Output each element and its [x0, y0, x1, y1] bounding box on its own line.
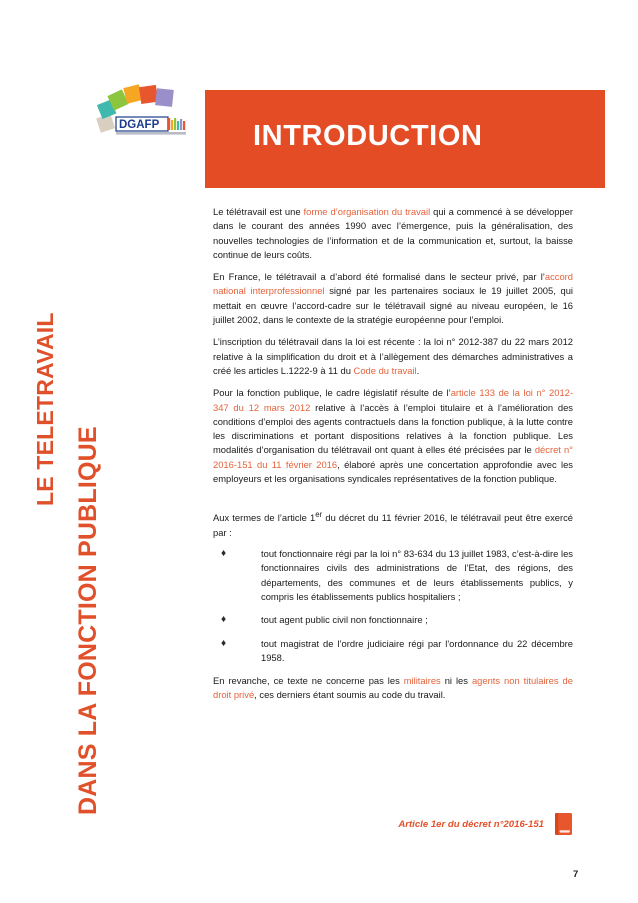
text-run: qui a commencé à se développer dans le courant des années 1990 avec l’émergence, puis la généralisation, des nouvelles technologies de l’information et de la communication et, surtout, la baisse continue de leurs coûts. [213, 206, 573, 260]
spacer [213, 494, 573, 508]
highlighted-text: article 133 de la loi n° 2012-347 du 12 mars 2012 [213, 387, 573, 413]
text-run: du décret du 11 février 2016, le télétravail peut être exercé par : [213, 512, 573, 538]
page-number: 7 [573, 869, 579, 880]
book-icon [554, 812, 573, 836]
main-content [205, 0, 638, 903]
list-item [213, 613, 573, 627]
text-run: er [315, 510, 323, 520]
citation-label: Article 1er du décret n°2016-151 [398, 818, 544, 830]
section-header-band [205, 90, 605, 188]
text-run: relative à l’accès à l’emploi titulaire et à l’amélioration des conditions d’emploi des agents contractuels dans la fonction publique, à la lutte contre les discriminations et portant dispositions relatives à la fonction publique. Les modalités d’organisation du télétravail ont quant à elles été précisées par le [213, 401, 573, 456]
highlighted-text: forme d’organisation du travail [303, 206, 431, 217]
svg-text:DGAFP: DGAFP [119, 119, 160, 131]
text-run: , élaboré après une concertation approfondie avec les employeurs et les organisations syndicales représentatives de la fonction publique. [213, 458, 573, 485]
page-title: INTRODUCTION [253, 120, 483, 152]
paragraph-3 [213, 335, 573, 378]
sidebar [0, 0, 205, 903]
paragraph-6 [213, 674, 573, 703]
text-run: En France, le télétravail a d’abord été formalisé dans le secteur privé, par l’ [213, 271, 545, 283]
text-run: , ces derniers étant soumis au code du travail. [254, 689, 446, 701]
list-item-label: tout magistrat de l’ordre judiciaire régi par l'ordonnance du 22 décembre 1958. [261, 637, 573, 663]
citation-row [213, 812, 573, 836]
text-run: . [416, 364, 420, 376]
vertical-title-line-2: DANS LA FONCTION PUBLIQUE [74, 426, 102, 815]
bullet-marker: ♦ [221, 614, 227, 626]
paragraph-5 [213, 508, 573, 540]
text-run: Le télétravail est une [213, 206, 304, 217]
list-item [213, 547, 573, 604]
vertical-title-line-1: LE TELETRAVAIL [32, 312, 58, 506]
paragraph-2 [213, 270, 573, 327]
text-run: L’inscription du télétravail dans la loi est récente : la loi n° 2012-387 du 22 mars 2012 relative à la simplification du droit et à l’allègement des démarches administratives a créé les articles L.1222-9 à 11 du [213, 336, 573, 376]
body-text-column [213, 205, 573, 711]
text-run: En revanche, ce texte ne concerne pas les [213, 675, 404, 687]
eligibility-list [213, 547, 573, 665]
text-run: Aux termes de l’article 1 [213, 512, 316, 524]
bullet-marker: ♦ [221, 637, 227, 649]
text-run: Pour la fonction publique, le cadre législatif résulte de l’ [213, 387, 451, 399]
highlighted-text: militaires [403, 675, 441, 687]
list-item-label: tout fonctionnaire régi par la loi n° 83-634 du 13 juillet 1983, c’est-à-dire les fonctionnaires civils des administrations de l’Etat, des régions, des départements, des communes et de leurs établissements publics, y compris les établissements publics hospitaliers ; [261, 548, 573, 602]
text-run: signé par les partenaires sociaux le 19 juillet 2005, qui mettait en œuvre l’accord-cadre sur le télétravail signé au niveau européen, le 16 juillet 2002, dans le contexte de la stratégie européenne pour l’emploi. [213, 285, 573, 326]
bullet-marker: ♦ [221, 548, 227, 560]
highlighted-text: agents non titulaires de droit privé [213, 675, 573, 701]
vertical-title-block [0, 0, 205, 903]
highlighted-text: décret n° 2016-151 du 11 février 2016 [213, 444, 573, 470]
text-run: ni les [440, 675, 472, 687]
list-item [213, 637, 573, 666]
paragraph-1 [213, 205, 573, 262]
highlighted-text: Code du travail [353, 364, 417, 376]
highlighted-text: accord national interprofessionnel [213, 271, 573, 297]
paragraph-4 [213, 386, 573, 486]
list-item-label: tout agent public civil non fonctionnaire ; [261, 614, 428, 626]
